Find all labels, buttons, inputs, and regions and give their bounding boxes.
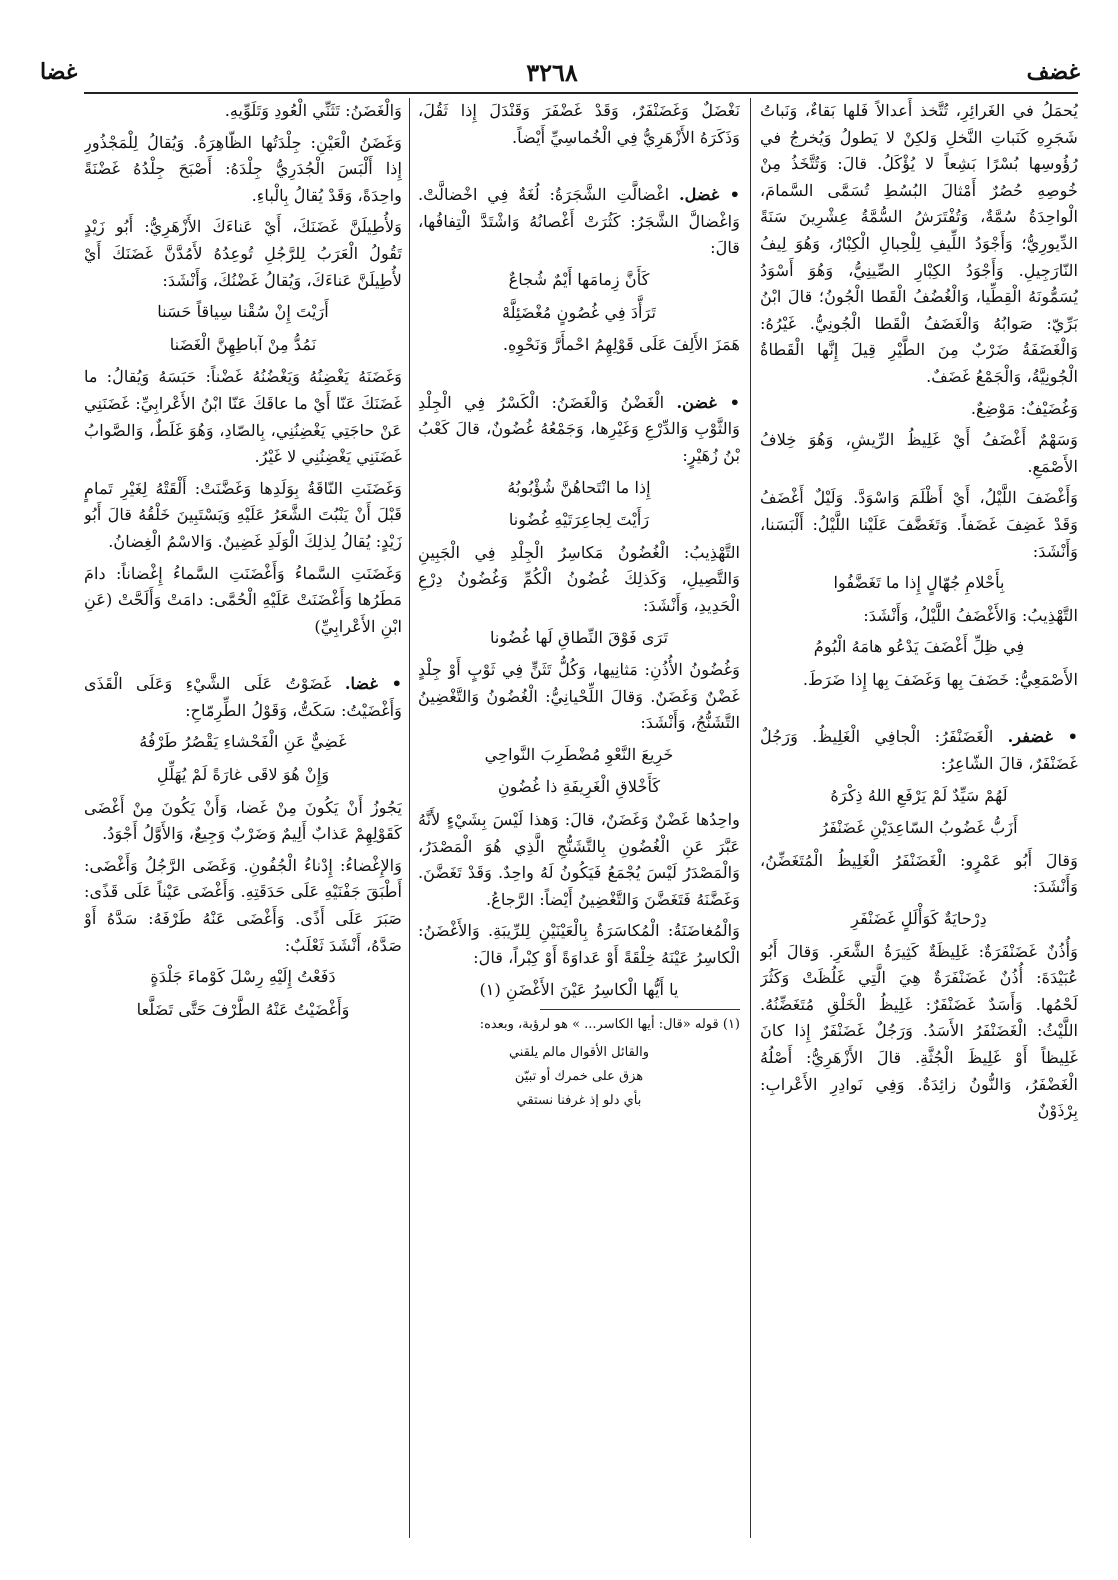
verse-line: أَرَيْتَ إِنْ سُقْنا سِياقاً حَسَنا xyxy=(157,302,329,322)
page-number: ٣٢٦٨ xyxy=(526,57,578,87)
verse-line: تَرَى فَوْقَ النِّطاقِ لَها غُضُونا xyxy=(489,627,669,647)
footnote-rule xyxy=(540,1009,740,1010)
verse-line: دِرْحايَةٌ كَوَأْلَلٍ غَضَنْفَرِ xyxy=(851,909,987,929)
entry-paragraph xyxy=(84,671,402,724)
header-left-keyword: غضا xyxy=(40,59,78,85)
entry-headword: • غضفر. xyxy=(1007,727,1078,747)
verse-line: وَأَغْضَيْتُ عَنْهُ الطَّرْفَ حَتَّى تَضَلَّعا xyxy=(136,999,350,1019)
entry-headword: • غضا. xyxy=(344,674,402,694)
verse-line: لَهُمْ سَيِّدٌ لَمْ يَرْفَعِ اللهُ ذِكْرَهُ xyxy=(830,785,1008,805)
entry-gap xyxy=(84,645,402,671)
verse-line: خَرِيعَ النَّعْوِ مُضْطَرِبَ النَّواحِي xyxy=(484,744,674,764)
entry-paragraph xyxy=(418,182,740,262)
paragraph: وَالْغَضَنُ: تَثَنِّي الْعُودِ وَتَلَوِّيهِ. xyxy=(224,101,402,120)
paragraph: وَلأُطِيلَنَّ غَضَنَكَ، أَيْ عَناءَكَ الأَزْهَرِيُّ: أَبُو زَيْدٍ تَقُولُ الْعَرَبُ لِلرَّجُلِ تُوعِدُهُ لأَمُدَّنَّ غَضَنَكَ أَيْ لأُطِيلَنَّ عَناءَكَ، وَيُقالُ غَضْنُكَ، وَأَنْشَدَ: xyxy=(84,217,402,290)
paragraph: واحِدُها غَضْنٌ وَغَضَنٌ، قالَ: وَهذا لَيْسَ بِشَيْءٍ لأَنَّهُ عَبَّرَ عَنِ الْغُضُونِ بِالتَّشَنُّجِ الَّذِي هُوَ الْمَصْدَرُ، وَالْمَصْدَرُ لَيْسَ يُجْمَعُ فَيَكُونُ لَهُ واحِدٌ. وَقَدْ تَغَضَّنَ. وَغَضَّنَهُ فَتَغَضَّنَ وَالتَّغْضِينُ أَيْضاً: الرَّجاعُ. xyxy=(418,810,740,909)
verse-line: إِذا ما انْتَحاهُنَّ شُؤْبُوبُهُ xyxy=(507,477,651,497)
verse-line: بِأَحْلامِ جُهّالٍ إِذا ما تَغَضَّفُوا xyxy=(833,573,1005,593)
paragraph: وَغَضَنَهُ يَغْضِنُهُ وَيَغْضُنُهُ غَضْناً: حَبَسَهُ وَيُقالُ: ما غَضَنَكَ عَنّا أَيْ ما عاقَكَ عَنّا ابْنُ الأَعْرابِيِّ: غَضَنَنِي عَنْ حاجَتِي يَغْضِنُنِي، بِالصّادِ، وَهُوَ غَلَطٌ، وَالصَّوابُ غَضَنَنِي يَغْضِنُنِي لا غَيْرُ. xyxy=(84,367,402,467)
paragraph: يَجُوزُ أَنْ يَكُونَ مِنْ غَضا، وَأَنْ يَكُونَ مِنْ أَغْضَى كَقَوْلِهِمْ عَذابٌ أَلِيمٌ وَضَرْبٌ وَجِيعٌ، وَالأَوَّلُ أَجْوَدُ. xyxy=(84,797,402,844)
paragraph: نَغْضَلٌ وَغَضَنْفَرٌ، وَقَدْ غَضْفَرَ وَقَنْدَلَ إِذا ثَقُلَ، وَذَكَرَهُ الأَزْهَرِيُّ فِي الْخُماسِيِّ أَيْضاً. xyxy=(418,101,740,147)
paragraph: وَقالَ أَبُو عَمْرٍو: الْغَضَنْفَرُ الْغَلِيظُ الْمُتَغَضِّنُ، وَأَنْشَدَ: xyxy=(760,850,1078,897)
column-middle xyxy=(418,98,740,1538)
verse-line: تَرَأَّدَ فِي غُصُونٍ مُغْضَئِلَّهْ xyxy=(501,302,656,322)
header-rule xyxy=(84,92,1078,94)
footnote-verse: هزق على خمرك أو تبيّن xyxy=(514,1069,644,1085)
paragraph: يُحمَلُ في الغَرائِرِ، تُتَّخذ أَعدالاً فَلها بَقاءٌ، وَنَباتُ شَجَرِهِ كَنَباتِ النَّخلِ وَلكِنْ لا يَطولُ وَيُخرجُ في رُؤُوسِها بُسْرًا بَشِعاً لا يُؤْكَلُ. قالَ: وَتُتَّخَذُ مِنْ خُوصِهِ حُصُرٌ أَمْثالَ البُسُطِ تُسَمَّى السَّمامَ، الْواحِدَةُ سُمَّةٌ، وَتُفْتَرَشُ السُّمَّةُ عِشْرِينَ سَنَةً الدِّيورِيُّ؛ وَأَجْوَدُ اللِّيفِ لِلْحِبالِ الْكِبْارُ، وَهُوَ لِيفُ النّارَجِيلِ. وَأَجْوَدُ الكِبْارِ الصِّينِيُّ، وَهُوَ أَسْوَدُ يُسَمُّونَهُ الْقِطِّيا، وَالْغُضُفُ الْقَطا الْجُونُ؛ قالَ ابْنُ بَرِّيّ: صَوابُهُ وَالْغَضَفُ الْقَطا الْجُونِيُّ. غَيْرُهُ: وَالْغَضَفَةُ ضَرْبٌ مِنَ الطَّيْرِ قِيلَ إِنَّها الْقَطاةُ الْجُونِيَّةُ، وَالْجَمْعُ غَضَفٌ. xyxy=(760,101,1078,386)
paragraph: وَغَضَنَتِ السَّماءُ وَأَغْضَنَتِ السَّماءُ إِغْضاناً: دامَ مَطَرُها وَأَغْضَنَتْ عَلَيْهِ الْحُمَّى: دامَتْ وَأَلَحَّتْ (عَنِ ابْنِ الأَعْرابِيِّ) xyxy=(84,563,402,636)
paragraph: وَالإِغْضاءُ: إِدْناءُ الْجُفُونِ. وَغَضَى الرَّجُلُ وَأَغْضَى: أَطْبَقَ جَفْنَيْهِ عَلَى حَدَقَتِهِ. وَأَغْضَى عَيْناً عَلَى قَذًى: صَبَرَ عَلَى أَذًى. وَأَغْضَى عَنْهُ طَرْفَهُ: سَدَّهُ أَوْ صَدَّهُ، أَنْشَدَ ثَعْلَبٌ: xyxy=(84,855,402,955)
footnote-verse: والقائل الأقوال مالم يلقني xyxy=(508,1045,650,1061)
entry-gap xyxy=(418,364,740,390)
entry-text: اغْضالَّتِ الشَّجَرَةُ: لُغَةٌ فِي اخْضالَّتْ. وَاغْضالَّ الشَّجَرُ: كَثُرَتْ أَغْصانُهُ وَاشْتَدَّ الْتِفافُها، قالَ: xyxy=(418,185,740,258)
page-header xyxy=(40,52,1080,92)
entry-text: غَضَوْتُ عَلَى الشَّيْءِ وَعَلَى الْقَذَى وَأَغْضَيْتُ: سَكَتُّ، وَقَوْلُ الطِّرِمّاحِ: xyxy=(84,674,402,720)
entry-gap xyxy=(418,156,740,182)
paragraph: وَغُضَيْفٌ: مَوْضِعٌ. xyxy=(970,398,1078,418)
entry-headword: • غضن. xyxy=(676,392,740,412)
column-divider-left xyxy=(409,98,410,1538)
paragraph: التَّهْذِيبُ: الْغُضُونُ مَكاسِرُ الْجِلْدِ فِي الْجَبِينِ وَالتَّصِيلِ، وَكَذلِكَ غُضُونُ الْكُمِّ وَغُضُونُ دِرْعِ الْحَدِيدِ، وَأَنْشَدَ: xyxy=(418,542,740,615)
verse-line: فِي ظِلِّ أَغْضَفَ يَدْعُو هامَهُ الْبُومُ xyxy=(813,637,1025,657)
paragraph: وَغُضُونُ الأُذُنِ: مَثانِيها، وَكُلُّ تَثَنٍّ فِي ثَوْبٍ أَوْ جِلْدٍ غَضْنٌ وَغَضَنٌ. وَقالَ اللِّحْيانِيُّ: الْغُضُونُ وَالتَّغْضِينُ التَّشَنُّجُ، وَأَنْشَدَ: xyxy=(418,660,740,733)
verse-line: نَمُدُّ مِنْ آباطِهِنَّ الْغَضَنا xyxy=(169,334,317,354)
verse-line: يا أَيُّها الْكاسِرُ عَيْنَ الأَغْضَنِ (١) xyxy=(479,979,679,999)
entry-paragraph xyxy=(418,390,740,470)
entry-paragraph xyxy=(760,724,1078,777)
paragraph: هَمَزَ الأَلِفَ عَلَى قَوْلِهِمُ احْمأَرَّ وَنَحْوِهِ. xyxy=(502,335,740,355)
paragraph: وَأَغْضَفَ اللَّيْلُ، أَيْ أَظْلَمَ وَاسْوَدَّ. وَلَيْلٌ أَغْضَفُ وَقَدْ غَضِفَ غَضَفاً. وَتَغَضَّفَ عَلَيْنا اللَّيْلُ: أَلْبَسَنا، وَأَنْشَدَ: xyxy=(760,488,1078,561)
paragraph: الأَصْمَعِيُّ: خَضَفَ بِها وَغَضَفَ بِها إِذا ضَرَطَ. xyxy=(802,669,1078,689)
paragraph: وَسَهْمٌ أَغْضَفُ أَيْ غَلِيظُ الرِّيشِ، وَهُوَ خِلافُ الأَصْمَعِ. xyxy=(760,430,1078,476)
paragraph: وَأُذُنٌ غَضَنْفَرَةٌ: غَلِيظَةٌ كَثِيرَةُ الشَّعَرِ. وَقالَ أَبُو عُبَيْدَةَ: أُذُنٌ غَضَنْفَرَةٌ هِيَ الَّتِي غَلُظَتْ وَكَثُرَ لَحْمُها. وَأَسَدٌ غَضَنْفَرٌ: غَلِيظُ الْخَلْقِ مُتَغَضِّنُهُ. اللَّيْثُ: الْغَضَنْفَرُ الأَسَدُ. وَرَجُلٌ غَضَنْفَرٌ إِذا كانَ غَلِيظاً أَوْ غَلِيظَ الْجُثَّةِ. قالَ الأَزْهَرِيُّ: أَصْلُهُ الْغَضْفَرُ، وَالنُّونُ زائِدَةٌ. وَفِي نَوادِرِ الأَعْرابِ: بِرْذَوْنٌ xyxy=(760,941,1078,1121)
verse-line: رَأَيْتَ لِجاعِرَتَيْهِ غُضُونا xyxy=(508,510,650,530)
column-left xyxy=(84,98,402,1538)
footnote: (١) قوله «قال: أيها الكاسر... » هو لرؤبة، وبعده: xyxy=(479,1017,740,1033)
verse-line: كَأَخْلاقِ الْغَرِيفَةِ ذا غُضُونِ xyxy=(497,777,661,797)
verse-line: دَفَعْتُ إِلَيْهِ رِسْلَ كَوْماءَ جَلْدَةٍ xyxy=(150,967,336,987)
verse-line: كَأَنَّ زِمامَها أَيْمٌ شُجاعٌ xyxy=(508,269,650,289)
paragraph: وَالْمُغاضَنَةُ: الْمُكاسَرَةُ بِالْعَيْنَيْنِ لِلرِّيبَةِ. وَالأَغْضَنُ: الْكاسِرُ عَيْنَهُ خِلْقَةً أَوْ عَداوَةً أَوْ كِبْراً، قالَ: xyxy=(418,921,740,968)
column-right xyxy=(760,98,1078,1538)
paragraph: وَغَضَنَتِ النّاقَةُ بِوَلَدِها وَغَضَّنَتْ: أَلْقَتْهُ لِغَيْرِ تَمامٍ قَبْلَ أَنْ يَنْبُتَ الشَّعَرُ عَلَيْهِ وَيَسْتَبِينَ خَلْقُهُ قالَ أَبُو زَيْدٍ: يُقالُ لِذلِكَ الْوَلَدِ غَضِينٌ. وَالاسْمُ الْغِضانُ. xyxy=(84,478,402,551)
column-divider-right xyxy=(750,98,751,1538)
entry-gap xyxy=(760,698,1078,724)
verse-line: أَزَبُّ غَضُوبُ السّاعِدَيْنِ غَضَنْفَرُ xyxy=(820,818,1018,838)
paragraph: وَغَضَنُ الْعَيْنِ: جِلْدَتُها الظّاهِرَةُ. وَيُقالُ لِلْمَجْذُورِ إِذا أَلْبَسَ الْجُدَرِيُّ جِلْدَهُ: أَصْبَحَ جِلْدُهُ غَضْنَةً واحِدَةً، وَقَدْ يُقالُ بِالْباءِ. xyxy=(84,132,402,205)
entry-headword: • غضل. xyxy=(678,185,740,205)
verse-line: غَضِيٌّ عَنِ الْفَحْشاءِ يَقْصُرُ طَرْفُهُ xyxy=(139,732,347,752)
entry-text: الْغَضَنْفَرُ: الْجافِي الْغَلِيظُ. وَرَجُلٌ غَضَنْفَرٌ، قالَ الشّاعِرُ: xyxy=(760,727,1078,774)
entry-text: الْغَضْنُ وَالْغَضَنُ: الْكَسْرُ فِي الْجِلْدِ وَالثَّوْبِ وَالدِّرْعِ وَغَيْرِها، وَجَمْعُهُ غُضُونٌ، قالَ كَعْبُ بْنُ زُهَيْرٍ: xyxy=(418,392,740,465)
paragraph: التَّهْذِيبُ: وَالأَغْضَفُ اللَّيْلُ، وَأَنْشَدَ: xyxy=(863,605,1078,625)
footnote-verse: بأي دلو إذ غرفنا نستقي xyxy=(516,1093,642,1109)
verse-line: وَإِنْ هُوَ لاقَى غارَةً لَمْ يُهَلِّلِ xyxy=(156,765,330,785)
header-right-keyword: غضف xyxy=(1026,59,1080,85)
